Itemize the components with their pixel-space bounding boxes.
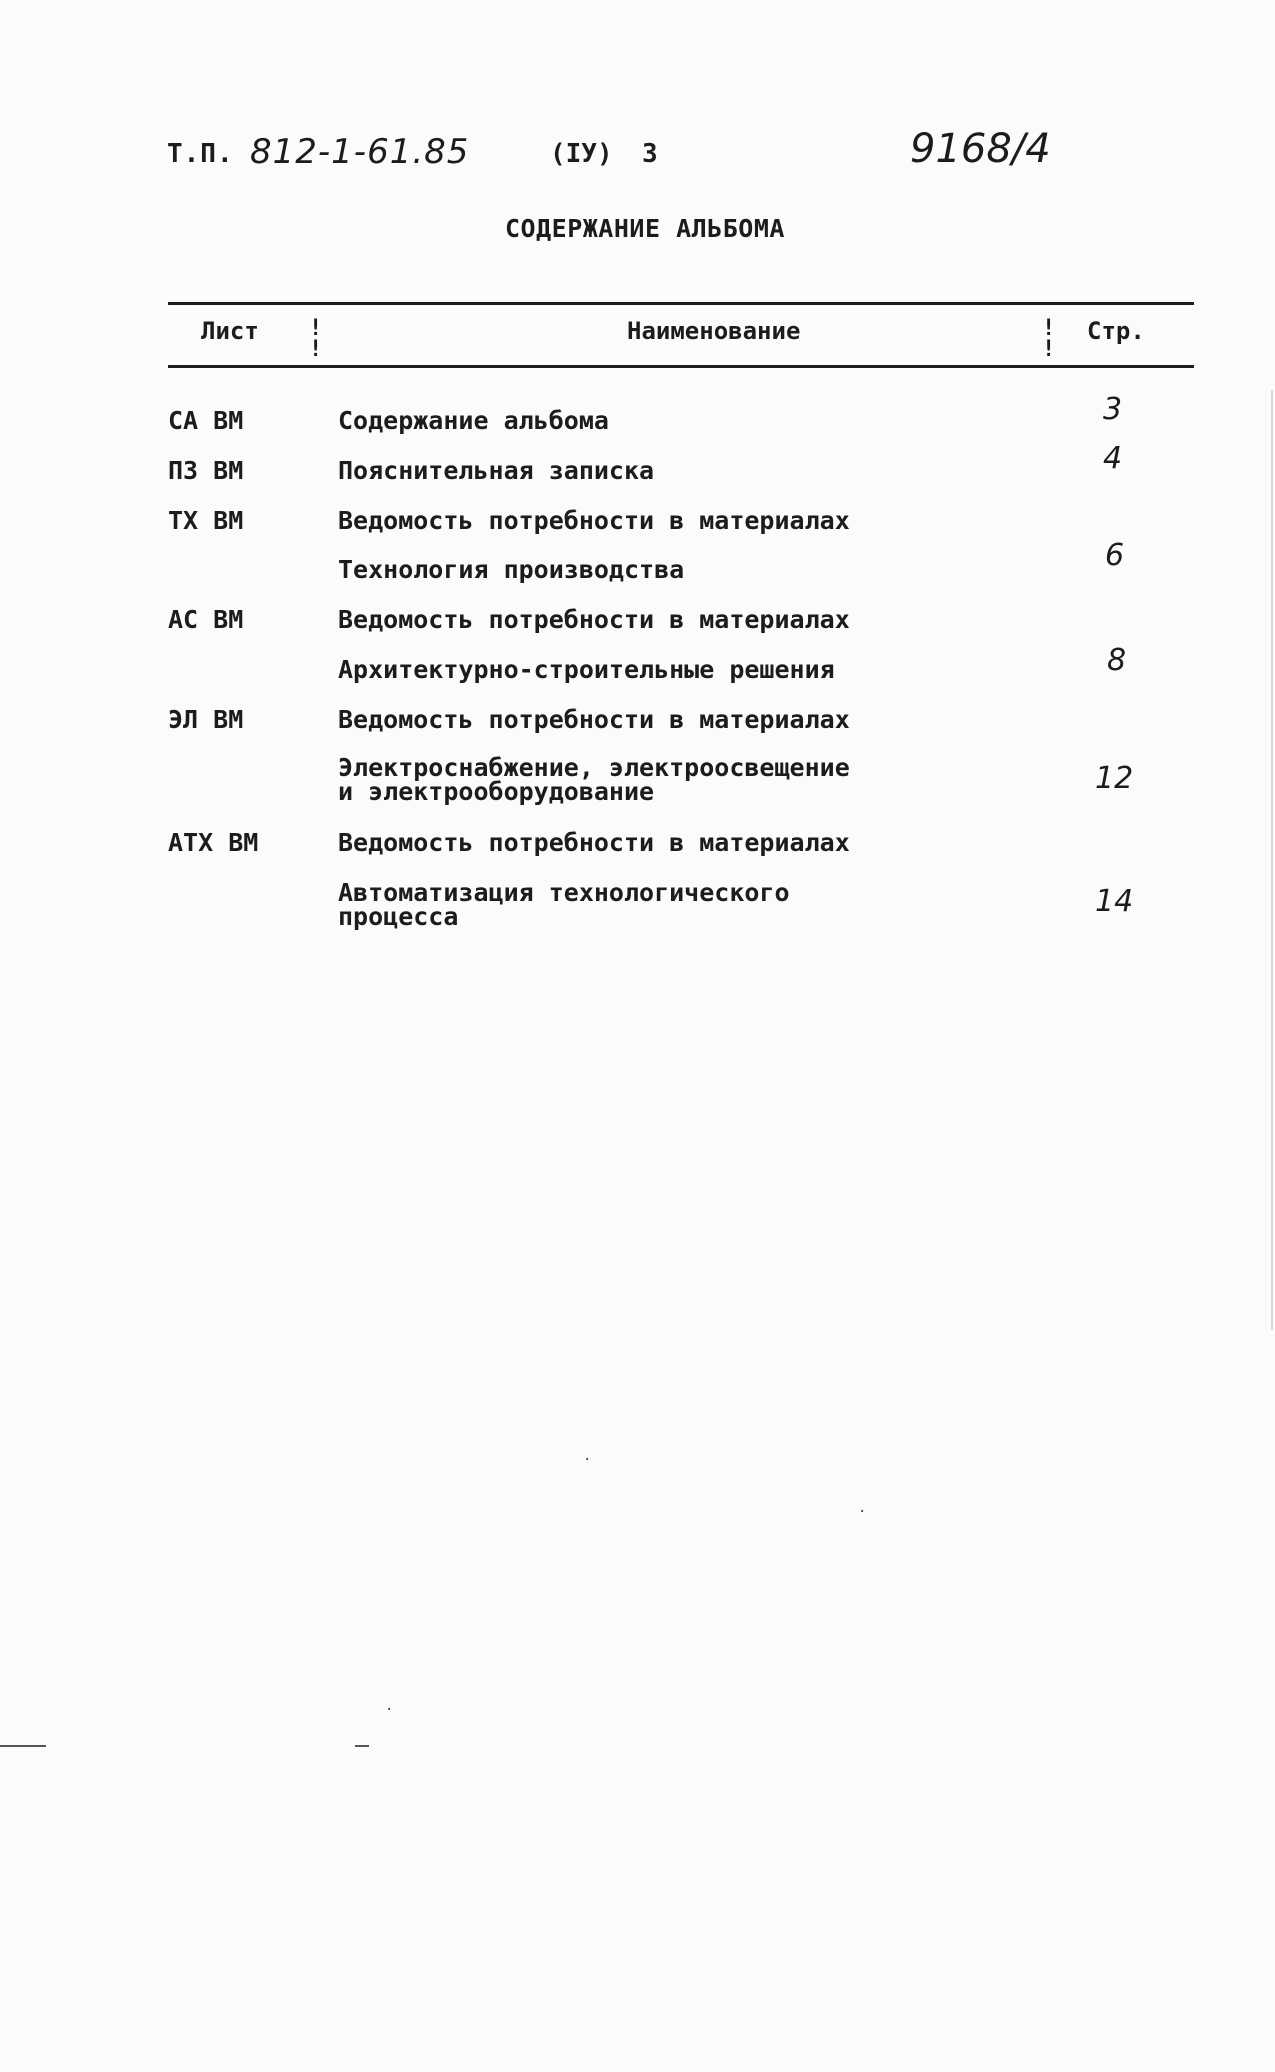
handwritten-inventory-number: 9168/4: [910, 126, 1051, 172]
row-name-continued: процесса: [338, 902, 459, 931]
column-header-sheet: Лист: [201, 317, 259, 345]
row-code: ЭЛ ВМ: [168, 705, 244, 734]
table-header-rule: [168, 365, 1194, 368]
column-header-page: Стр.: [1087, 317, 1145, 345]
row-name: Пояснительная записка: [338, 456, 655, 485]
scan-speck: ·: [583, 1452, 592, 1468]
sheet-number: 3: [642, 139, 658, 169]
row-name: Ведомость потребности в материалах: [338, 506, 850, 535]
header-separator: ! !: [309, 316, 323, 362]
row-name: Автоматизация технологического: [338, 878, 790, 907]
row-name: Архитектурно-строительные решения: [338, 655, 835, 684]
row-name: Электроснабжение, электроосвещение: [338, 753, 850, 782]
row-code: ПЗ ВМ: [168, 456, 244, 485]
column-header-name: Наименование: [627, 317, 801, 345]
table-top-rule: [168, 302, 1194, 305]
row-name: Ведомость потребности в материалах: [338, 605, 850, 634]
row-page: 6: [1105, 538, 1125, 573]
row-page: 8: [1107, 643, 1127, 678]
row-page: 12: [1095, 761, 1134, 796]
row-code: АС ВМ: [168, 605, 244, 634]
scan-edge: [0, 1745, 46, 1747]
scan-speck: ·: [858, 1504, 867, 1520]
row-name: Содержание альбома: [338, 406, 609, 435]
row-page: 14: [1095, 884, 1134, 919]
row-name: Технология производства: [338, 555, 685, 584]
part-label: (IУ): [550, 139, 613, 169]
row-code: ТХ ВМ: [168, 506, 244, 535]
row-name: Ведомость потребности в материалах: [338, 828, 850, 857]
row-code: АТХ ВМ: [168, 828, 259, 857]
scan-edge: [355, 1745, 369, 1747]
row-name-continued: и электрооборудование: [338, 777, 655, 806]
row-name: Ведомость потребности в материалах: [338, 705, 850, 734]
scan-edge: [1271, 390, 1273, 1330]
row-code: СА ВМ: [168, 406, 244, 435]
ref-prefix: Т.П.: [167, 139, 234, 169]
row-page: 3: [1103, 392, 1123, 427]
handwritten-ref-number: 812-1-61.85: [250, 132, 470, 172]
document-title: СОДЕРЖАНИЕ АЛЬБОМА: [505, 214, 785, 243]
row-page: 4: [1103, 441, 1123, 476]
scan-speck: ·: [385, 1702, 394, 1718]
header-separator: ! !: [1042, 316, 1056, 362]
